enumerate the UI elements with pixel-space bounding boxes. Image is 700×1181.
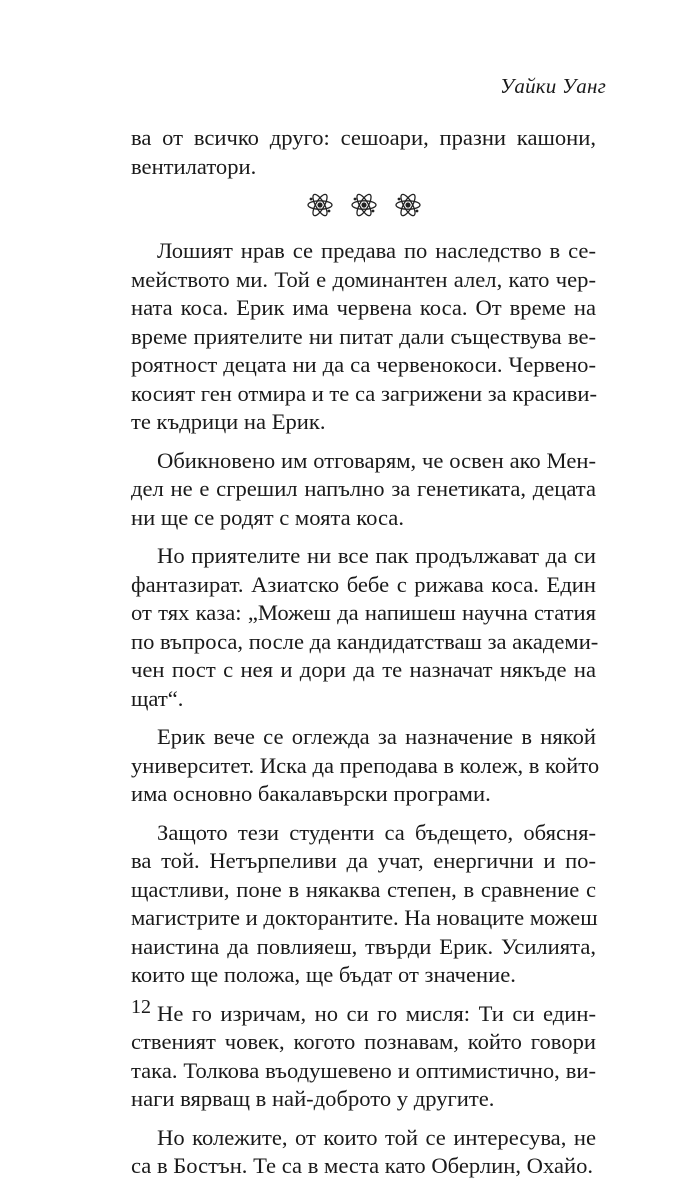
text-line: Ерик вече се оглежда за назначение в някой xyxy=(157,724,596,749)
text-line: ни ще се родят с моята коса. xyxy=(131,504,404,530)
text-line: магистрите и докторантите. На новаците можеш xyxy=(131,905,598,930)
text-line: университет. Иска да преподава в колеж, в който xyxy=(131,752,600,778)
page-number: 12 xyxy=(131,996,151,1018)
paragraph-list xyxy=(131,237,600,1181)
text-line: Защото тези студенти са бъдещето, обясня- xyxy=(157,819,596,845)
text-line: фантазират. Азиатско бебе с рижава коса. Един xyxy=(131,571,596,597)
atom-icon xyxy=(349,190,379,220)
text-line: ната коса. Ерик има червена коса. От време на xyxy=(131,295,596,320)
text-line: които ще положа, ще бъдат от значение. xyxy=(131,962,516,987)
text-line: ственият човек, когото познавам, който говори xyxy=(131,1029,596,1054)
paragraph xyxy=(131,542,599,713)
text-line: наги вярващ в най-доброто у другите. xyxy=(131,1086,495,1111)
text-line: Не го изричам, но си го мисля: Ти си един- xyxy=(157,1000,596,1026)
text-line: Обикновено им отговарям, че освен ако Мен- xyxy=(157,447,596,473)
text-line: Лошият нрав се предава по наследство в се- xyxy=(157,238,596,263)
paragraph xyxy=(131,723,600,809)
text-line: мейството ми. Той е доминантен алел, като чер- xyxy=(131,266,596,292)
text-line: по въпроса, после да кандидатстваш за академи- xyxy=(131,628,599,654)
running-header: Уайки Уанг xyxy=(500,74,606,98)
text-line: Но колежите, от които той се интересува, не xyxy=(157,1124,596,1150)
text-line: Но приятелите ни все пак продължават да си xyxy=(157,543,596,568)
atom-icon xyxy=(305,190,335,220)
text-line: вентилатори. xyxy=(131,153,257,179)
paragraph xyxy=(131,237,596,437)
paragraph xyxy=(131,1124,596,1181)
text-line: роятност децата ни да са червенокоси. Червено- xyxy=(131,352,596,377)
body-text xyxy=(131,124,600,1181)
paragraph xyxy=(131,1000,596,1114)
text-line: от тях каза: „Можеш да напишеш научна статия xyxy=(131,600,596,625)
text-line: са в Бостън. Те са в места като Оберлин, Охайо. xyxy=(131,1153,594,1178)
text-line: те къдрици на Ерик. xyxy=(131,409,326,434)
intro-paragraph xyxy=(131,124,596,181)
text-line: ва той. Нетърпеливи да учат, енергични и по- xyxy=(131,848,596,873)
text-line: има основно бакалавърски програми. xyxy=(131,781,491,806)
text-line: време приятелите ни питат дали съществува ве- xyxy=(131,323,596,349)
text-line: косият ген отмира и те са загрижени за красиви- xyxy=(131,380,598,406)
paragraph xyxy=(131,447,596,533)
text-line: щат“. xyxy=(131,685,184,711)
section-break-ornament xyxy=(131,181,596,227)
text-line: така. Толкова въодушевено и оптимистично, ви- xyxy=(131,1057,596,1083)
paragraph xyxy=(131,819,596,990)
text-line: ва от всичко друго: сешоари, празни кашони, xyxy=(131,125,596,150)
text-line: дел не е сгрешил напълно за генетиката, децата xyxy=(131,476,596,501)
text-line: чен пост с нея и дори да те назначат някъде на xyxy=(131,657,596,682)
text-line: наистина да повлияеш, твърди Ерик. Усилията, xyxy=(131,933,596,959)
atom-icon xyxy=(393,190,423,220)
text-line: щастливи, поне в някаква степен, в сравнение с xyxy=(131,876,596,902)
